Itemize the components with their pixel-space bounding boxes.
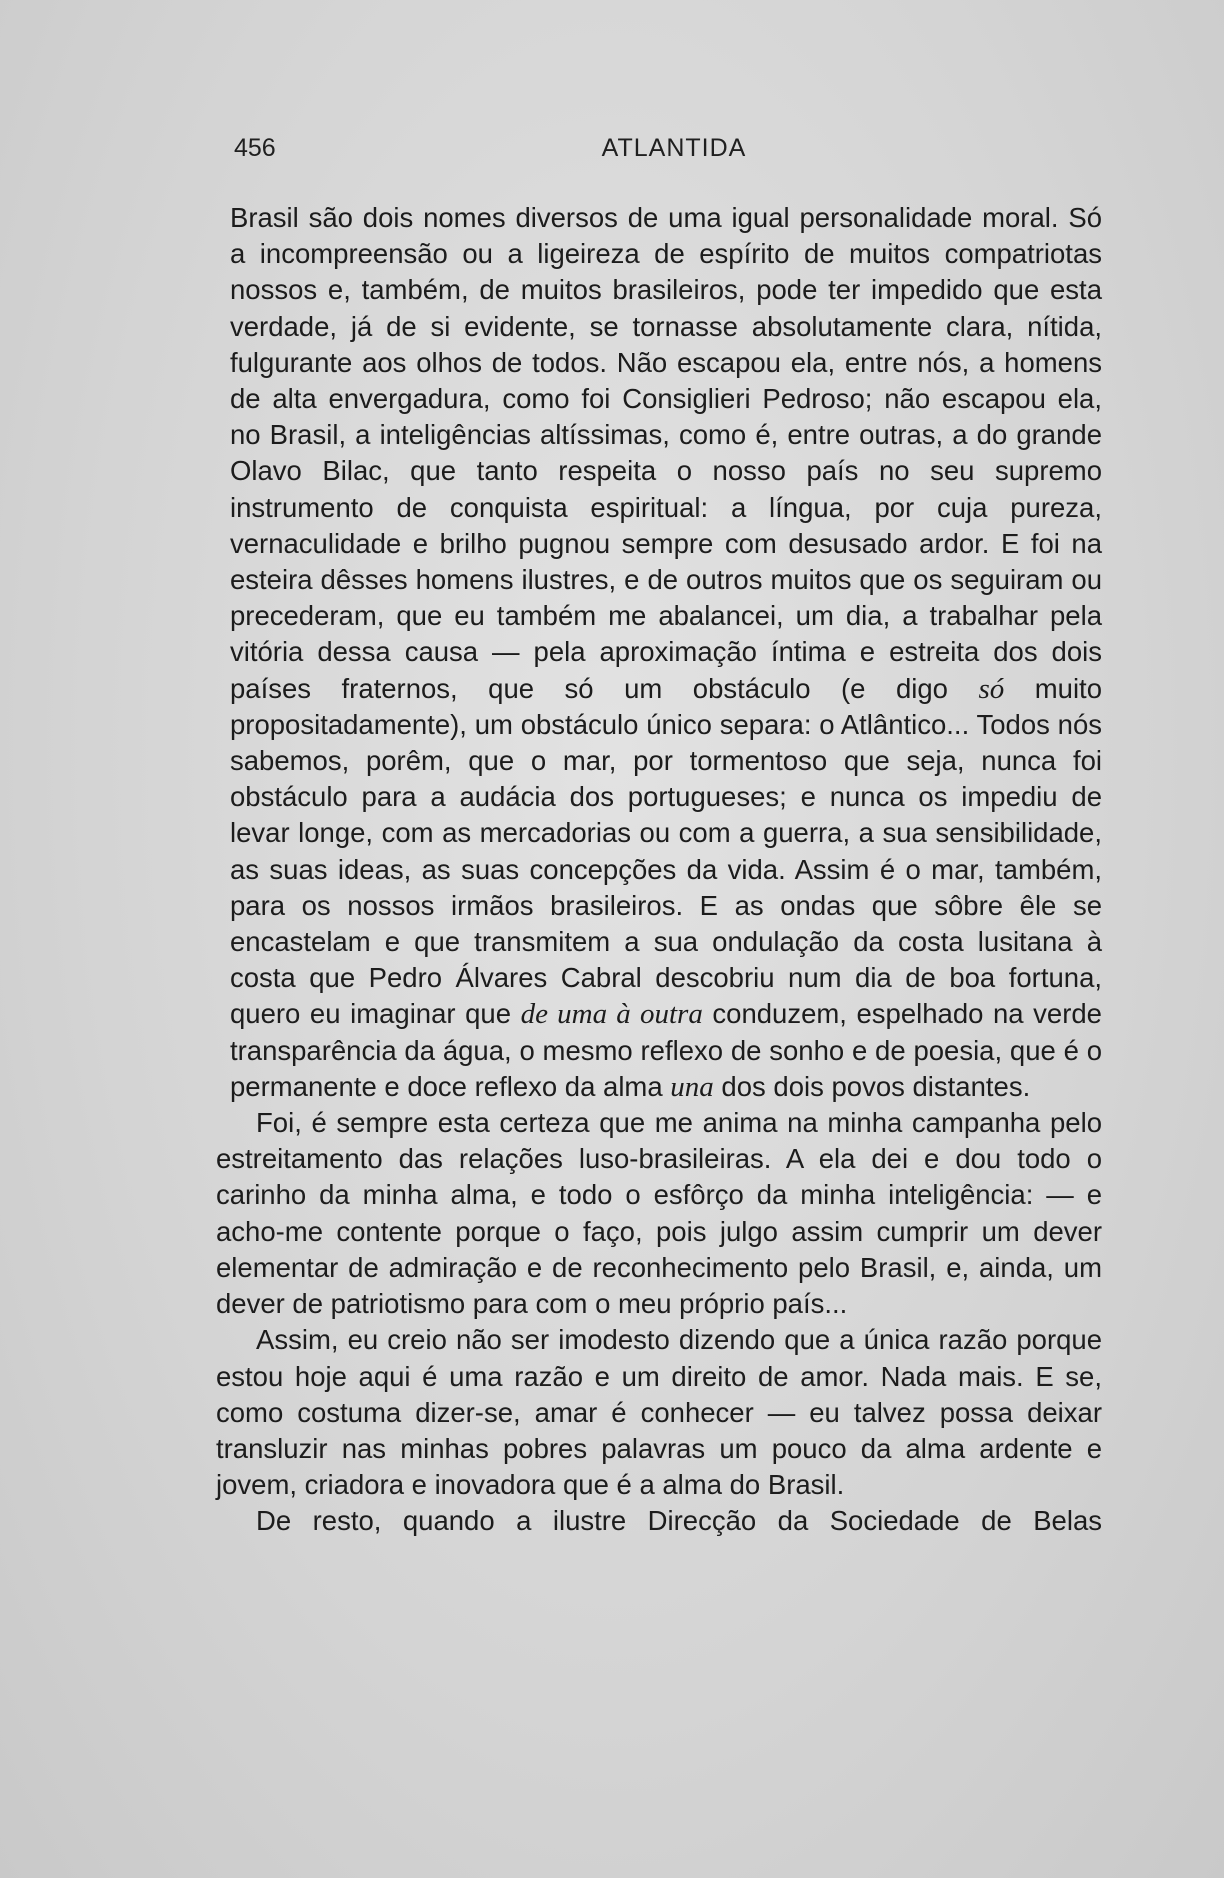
emphasis-de-uma-a-outra: de uma à outra — [520, 998, 703, 1031]
page-number: 456 — [234, 134, 276, 162]
paragraph-1-part-2: muito propositadamente), um obstáculo único separa: o Atlântico... Todos nós sabemos, porêm, que o mar, por tormentoso que seja, nunca foi obstáculo para a audácia dos portugueses; e nunca os impediu de levar longe, com as mercadorias ou com a guerra, a sua sensibilidade, as suas ideas, as suas concepções da vida. Assim é o mar, também, para os nossos irmãos brasileiros. E as ondas que sôbre êle se encastelam e que transmitem a sua ondulação da costa lusitana à costa que Pedro Álvares Cabral descobriu num dia de boa fortuna, quero eu imaginar que — [230, 672, 1102, 1030]
paragraph-1-part-1: Brasil são dois nomes diversos de uma igual personalidade moral. Só a incompreensão ou a ligeireza de espírito de muitos compatriotas nossos e, também, de muitos brasileiros, pode ter impedido que esta verdade, já de si evidente, se tornasse absolutamente clara, nítida, fulgurante aos olhos de todos. Não escapou ela, entre nós, a homens de alta envergadura, como foi Consiglieri Pedroso; não escapou ela, no Brasil, a inteligências altíssimas, como é, entre outras, a do grande Olavo Bilac, que tanto respeita o nosso país no seu supremo instrumento de conquista espiritual: a língua, por cuja pureza, vernaculidade e brilho pugnou sempre com desusado ardor. E foi na esteira dêsses homens ilustres, e de outros muitos que os seguiram ou precederam, que eu também me abalancei, um dia, a trabalhar pela vitória dessa causa — pela aproximação íntima e estreita dos dois países fraternos, que só um obstáculo (e digo — [230, 202, 1102, 704]
paragraph-1 — [216, 200, 1102, 1105]
paragraph-1-part-3: conduzem, espelhado na verde transparência da água, o mesmo reflexo de sonho e de poesia, que é o permanente e doce reflexo da alma — [230, 998, 1102, 1102]
emphasis-so: só — [978, 672, 1005, 705]
paragraph-4: De resto, quando a ilustre Direcção da Sociedade de Belas — [256, 1505, 1102, 1537]
running-head — [234, 134, 1114, 168]
paragraph-2: Foi, é sempre esta certeza que me anima na minha campanha pelo estreitamento das relações luso-brasileiras. A ela dei e dou todo o carinho da minha alma, e todo o esfôrço da minha inteligência: — e acho-me contente porque o faço, pois julgo assim cumprir um dever elementar de admiração e de reconhecimento pelo Brasil, e, ainda, um dever de patriotismo para com o meu próprio país... — [216, 1107, 1102, 1320]
running-title: ATLANTIDA — [601, 134, 747, 162]
paragraph-1-part-4: dos dois povos distantes. — [713, 1070, 1031, 1102]
paragraph-3: Assim, eu creio não ser imodesto dizendo que a única razão porque estou hoje aqui é uma razão e um direito de amor. Nada mais. E se, como costuma dizer-se, amar é conhecer — eu talvez possa deixar transluzir nas minhas pobres palavras um pouco da alma ardente e jovem, criadora e inovadora que é a alma do Brasil. — [216, 1324, 1102, 1501]
emphasis-una: una — [670, 1070, 714, 1103]
body-text — [216, 200, 1102, 1540]
